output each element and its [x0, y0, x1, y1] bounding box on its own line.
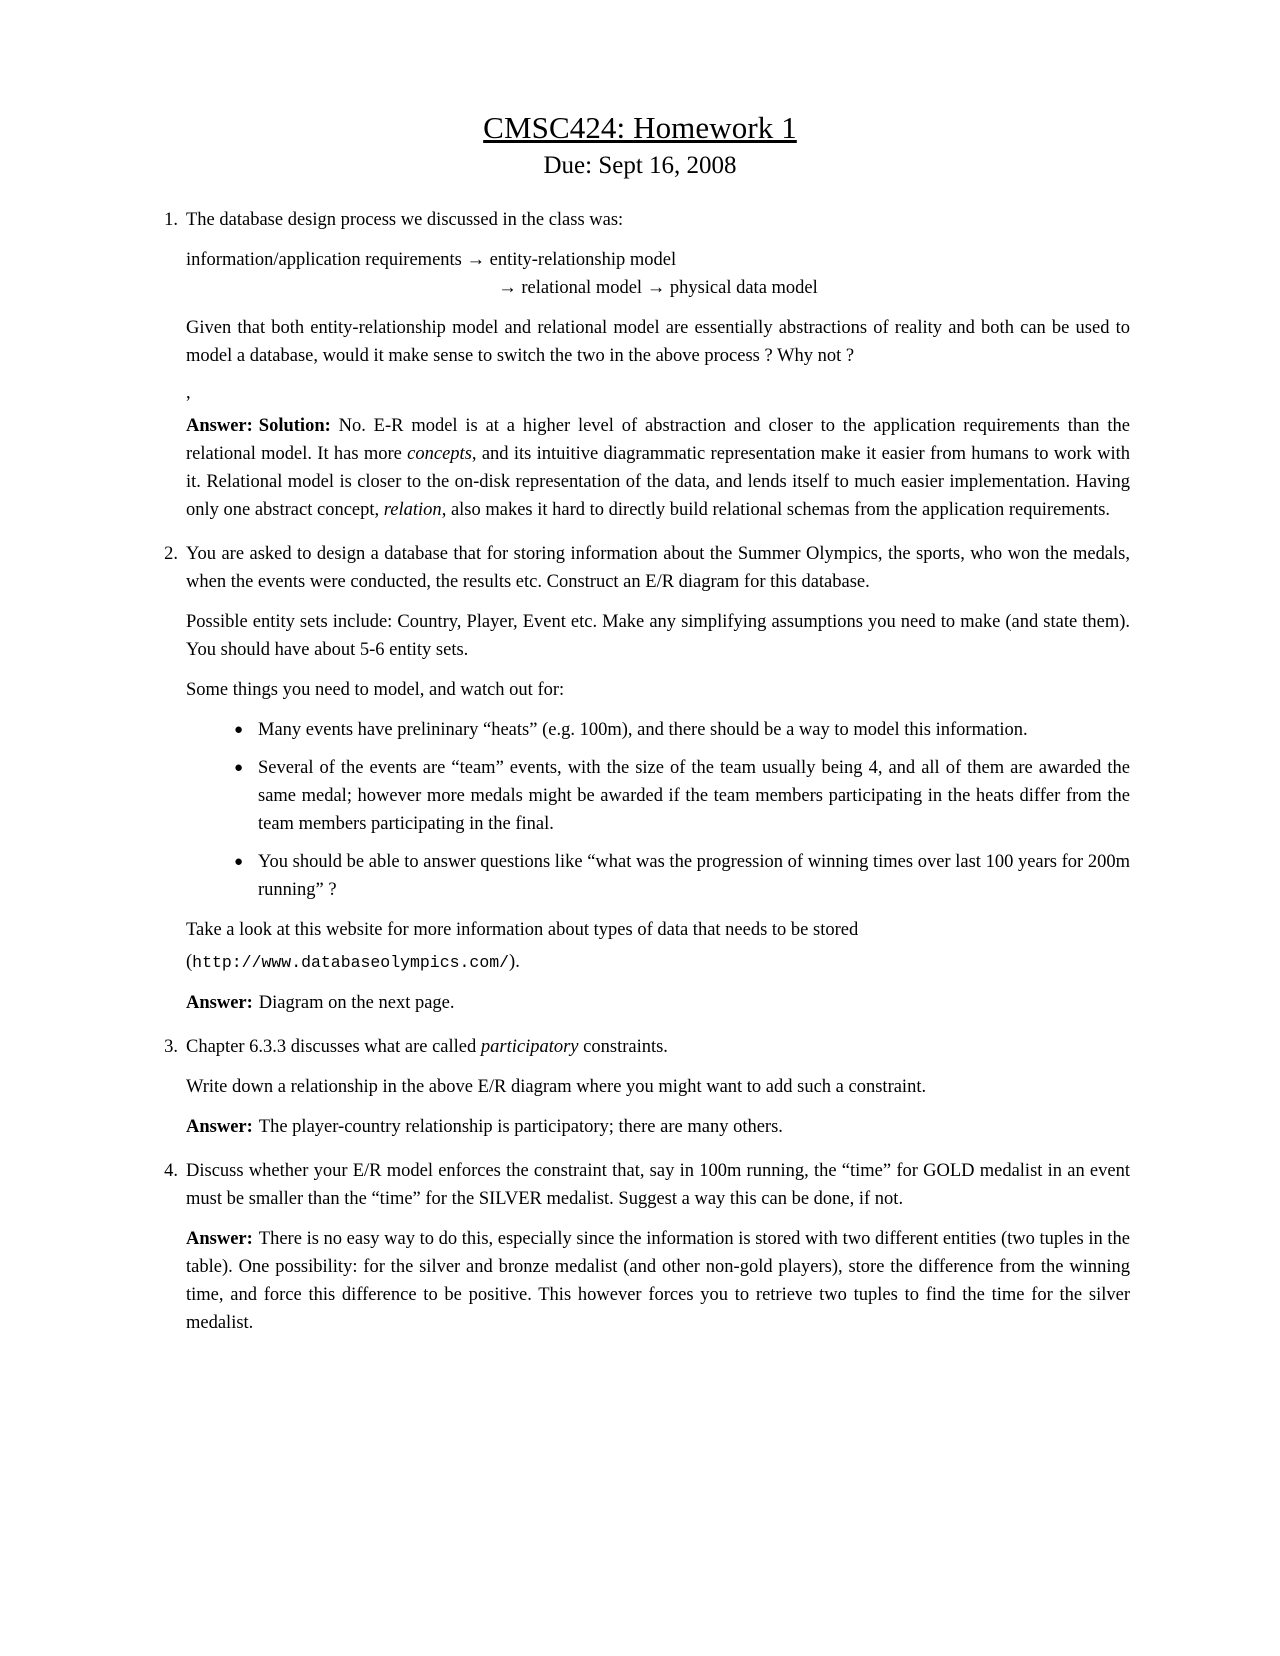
problem-3-part2: constraints. [583, 1037, 668, 1057]
problem-list [150, 206, 1130, 1337]
answer-3-text: The player-country relationship is participatory; there are many others. [258, 1117, 783, 1137]
problem-1-answer [186, 412, 1130, 524]
problem-item-1 [150, 206, 1130, 524]
bullet-text-1: Many events have prelininary “heats” (e.g. 100m), and there should be a way to model this information. [258, 720, 1028, 740]
design-process-flow [186, 246, 1130, 302]
problem-item-3 [150, 1033, 1130, 1141]
answer-4-text: There is no easy way to do this, especially since the information is stored with two different entities (two tuples in the table). One possibility: for the silver and bronze medalist (and other non-gold players), store the difference from the winning time, and force this difference to be positive. This however forces you to retrieve two tuples to find the time for the silver medalist. [186, 1229, 1130, 1333]
problem-3-answer [186, 1113, 1130, 1141]
problem-3-italic: participatory [480, 1037, 579, 1057]
answer-1-part2: , and its intuitive diagrammatic representation make it easier from humans to work with it. Relational model is closer to the on-disk representation of the data, and lends itself to much easier implementation. Having only one abstract concept, [186, 444, 1130, 520]
page-title: CMSC424: Homework 1 [483, 110, 797, 145]
answer-1-part3: , also makes it hard to directly build relational schemas from the application requirements. [441, 500, 1111, 520]
url-paren-open: ( [186, 952, 193, 972]
answer-1-italic2: relation [383, 500, 442, 520]
url-paren-close: ). [509, 952, 520, 972]
bullet-text-2: Several of the events are “team” events, with the size of the team usually being 4, and all of them are awarded the same medal; however more medals might be awarded if the team members participating in the heats differ from the team members participating in the final. [258, 758, 1130, 834]
bullet-dot-icon: ● [234, 760, 244, 776]
problem-item-4 [150, 1157, 1130, 1337]
problem-number-1: 1. [164, 210, 178, 230]
problem-2-website-line [186, 948, 1130, 977]
website-url-link[interactable]: http://www.databaseolympics.com/ [192, 953, 510, 972]
problem-4-statement: Discuss whether your E/R model enforces the constraint that, say in 100m running, the “time” for GOLD medalist in an event must be smaller than the “time” for the SILVER medalist. Suggest a way this can be done, if not. [186, 1161, 1130, 1209]
stray-comma: , [186, 383, 191, 403]
problem-2-statement: You are asked to design a database that for storing information about the Summer Olympics, the sports, who won the medals, when the events were conducted, the results etc. Construct an E/R diagram for this database. [186, 544, 1130, 592]
problem-item-2 [150, 540, 1130, 1017]
page-subtitle: Due: Sept 16, 2008 [543, 152, 737, 179]
answer-1-part1: No. E-R model is at a higher level of abstraction and closer to the application requirements than the relational model. It has more [186, 416, 1130, 464]
problem-number-3: 3. [164, 1037, 178, 1057]
problem-1-statement: The database design process we discussed in the class was: [186, 210, 624, 230]
bullet-dot-icon: ● [234, 854, 244, 870]
flow-line-2: → relational model → physical data model [498, 278, 818, 298]
problem-2-bullet-list [186, 716, 1130, 904]
answer-label-4: Answer: [186, 1229, 253, 1249]
problem-number-4: 4. [164, 1161, 178, 1181]
bullet-dot-icon: ● [234, 722, 244, 738]
problem-1-question: Given that both entity-relationship model and relational model are essentially abstractions of reality and both can be used to model a database, would it make sense to switch the two in the above process ? Why not ? [186, 318, 1130, 366]
problem-3-statement [186, 1033, 1130, 1061]
flow-line-1: information/application requirements → entity-relationship model [186, 250, 677, 270]
problem-2-para2: Possible entity sets include: Country, Player, Event etc. Make any simplifying assumptions you need to make (and state them). You should have about 5-6 entity sets. [186, 612, 1130, 660]
list-item [234, 716, 1130, 744]
answer-label-1: Answer: [186, 416, 253, 436]
problem-4-answer [186, 1225, 1130, 1337]
problem-3-para2: Write down a relationship in the above E/R diagram where you might want to add such a constraint. [186, 1077, 927, 1097]
problem-2-answer [186, 989, 1130, 1017]
bullet-text-3: You should be able to answer questions like “what was the progression of winning times over last 100 years for 200m running” ? [258, 852, 1130, 900]
problem-2-website-text: Take a look at this website for more information about types of data that needs to be stored [186, 920, 859, 940]
answer-label-2: Answer: [186, 993, 253, 1013]
answer-label-3: Answer: [186, 1117, 253, 1137]
problem-number-2: 2. [164, 544, 178, 564]
problem-2-para3: Some things you need to model, and watch out for: [186, 680, 565, 700]
list-item [234, 848, 1130, 904]
list-item [234, 754, 1130, 838]
answer-1-italic1: concepts [407, 444, 472, 464]
answer-2-text: Diagram on the next page. [258, 993, 455, 1013]
problem-3-part1: Chapter 6.3.3 discusses what are called [186, 1037, 477, 1057]
answer-lead-1: Solution: [258, 416, 331, 436]
